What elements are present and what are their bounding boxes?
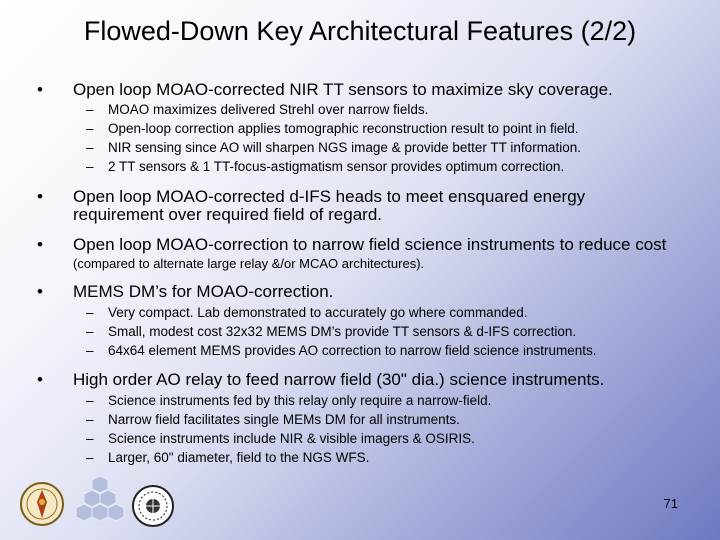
sub-bullet-text: 2 TT sensors & 1 TT-focus-astigmatism sensor provides optimum correction. xyxy=(108,159,565,174)
bullet-parenthetical: (compared to alternate large relay &/or MCAO architectures). xyxy=(73,256,425,271)
sub-bullet-text: Science instruments include NIR & visible imagers & OSIRIS. xyxy=(108,431,475,446)
dash-marker: – xyxy=(86,305,94,320)
bullet-marker: • xyxy=(37,235,43,254)
sub-bullet-text: 64x64 element MEMS provides AO correction to narrow field science instruments. xyxy=(108,343,597,358)
dash-marker: – xyxy=(86,431,94,446)
dash-marker: – xyxy=(86,324,94,339)
bullet-marker: • xyxy=(37,370,43,389)
dash-marker: – xyxy=(86,140,94,155)
bullet-text: Open loop MOAO-corrected d-IFS heads to meet ensquared energy xyxy=(73,187,586,206)
dash-marker: – xyxy=(86,393,94,408)
sub-bullet-text: Very compact. Lab demonstrated to accurately go where commanded. xyxy=(108,305,528,320)
sub-bullet-text: Narrow field facilitates single MEMs DM for all instruments. xyxy=(108,412,460,427)
sub-bullet-text: Science instruments fed by this relay only require a narrow-field. xyxy=(108,393,492,408)
sub-bullet-text: Open-loop correction applies tomographic reconstruction result to point in field. xyxy=(108,121,579,136)
sub-bullet-text: Larger, 60" diameter, field to the NGS WFS. xyxy=(108,450,370,465)
crest-seal-icon xyxy=(21,483,63,525)
bullet-marker: • xyxy=(37,187,43,206)
hexagonal-mirror-segments-icon xyxy=(76,476,124,521)
dash-marker: – xyxy=(86,121,94,136)
dash-marker: – xyxy=(86,343,94,358)
bullet-text: MEMS DM’s for MOAO-correction. xyxy=(73,282,334,301)
bullet-text-continuation: requirement over required field of regard. xyxy=(73,205,382,224)
sub-bullet-text: NIR sensing since AO will sharpen NGS image & provide better TT information. xyxy=(108,140,581,155)
bullet-text: Open loop MOAO-correction to narrow field science instruments to reduce cost xyxy=(73,235,667,254)
slide-title: Flowed-Down Key Architectural Features (2/2) xyxy=(83,16,637,46)
circular-seal-icon xyxy=(133,486,173,526)
dash-marker: – xyxy=(86,450,94,465)
dash-marker: – xyxy=(86,159,94,174)
dash-marker: – xyxy=(86,412,94,427)
sub-bullet-text: MOAO maximizes delivered Strehl over narrow fields. xyxy=(108,102,429,117)
sub-bullet-text: Small, modest cost 32x32 MEMS DM’s provide TT sensors & d-IFS correction. xyxy=(108,324,577,339)
bullet-marker: • xyxy=(37,80,43,99)
bullet-text: High order AO relay to feed narrow field (30" dia.) science instruments. xyxy=(73,370,605,389)
institution-logos xyxy=(20,460,230,532)
bullet-marker: • xyxy=(37,282,43,301)
bullet-text: Open loop MOAO-corrected NIR TT sensors to maximize sky coverage. xyxy=(73,80,613,99)
page-number: 71 xyxy=(663,496,678,511)
dash-marker: – xyxy=(86,102,94,117)
